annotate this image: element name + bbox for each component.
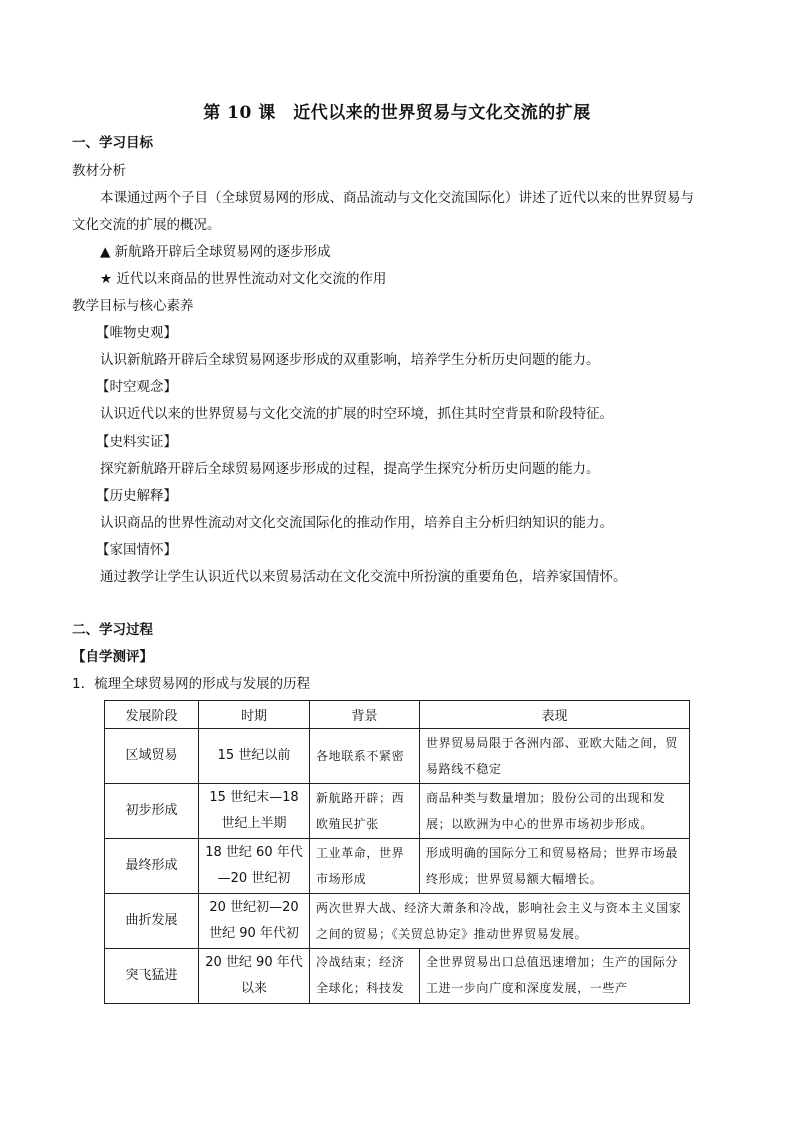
- stage-cell: 区域贸易: [105, 729, 199, 784]
- item-1-text: 1．梳理全球贸易网的形成与发展的历程: [72, 676, 311, 692]
- period-line: 18 世纪 60 年代: [205, 845, 303, 860]
- table-row: [105, 784, 690, 839]
- background-cell: 工业革命，世界市场形成: [310, 839, 420, 894]
- period-line: 15 世纪末—18: [209, 790, 299, 805]
- goal-text: 探究新航路开辟后全球贸易网逐步形成的过程，提高学生探究分析历史问题的能力。: [100, 461, 600, 477]
- background-cell: [310, 949, 420, 1004]
- period-line: 20 世纪 90 年代: [205, 955, 303, 970]
- table-header-row: [105, 701, 690, 729]
- stage-cell: 曲折发展: [105, 894, 199, 949]
- period-line: 世纪上半期: [221, 816, 287, 831]
- stage-cell: 初步形成: [105, 784, 199, 839]
- table-row: [105, 839, 690, 894]
- column-header-period: 时期: [199, 701, 310, 729]
- background-cell: 各地联系不紧密: [310, 729, 420, 784]
- period-cell: [199, 894, 310, 949]
- period-cell: [199, 784, 310, 839]
- column-header-background: 背景: [310, 701, 420, 729]
- goal-text: 认识新航路开辟后全球贸易网逐步形成的双重影响，培养学生分析历史问题的能力。: [100, 352, 600, 368]
- background-text: 冷战结束；经济全球化；科技发: [316, 955, 405, 995]
- background-cell: 新航路开辟；西欧殖民扩张: [310, 784, 420, 839]
- goal-text: 认识近代以来的世界贸易与文化交流的扩展的时空环境，抓住其时空背景和阶段特征。: [100, 406, 613, 422]
- intro-line-2: 文化交流的扩展的概况。: [72, 217, 221, 233]
- goal-text: 通过教学让学生认识近代以来贸易活动在文化交流中所扮演的重要角色，培养家国情怀。: [100, 569, 627, 585]
- goal-label: 【历史解释】: [96, 488, 177, 504]
- section2-heading: 二、学习过程: [72, 622, 153, 638]
- period-cell: [199, 729, 310, 784]
- goal-text: 认识商品的世界性流动对文化交流国际化的推动作用，培养自主分析归纳知识的能力。: [100, 515, 613, 531]
- column-header-performance: 表现: [420, 701, 690, 729]
- period-line: 以来: [240, 981, 267, 996]
- period-line: 15 世纪以前: [217, 748, 291, 763]
- material-label: 教材分析: [72, 163, 126, 179]
- table-row: [105, 894, 690, 949]
- bullet-item: ▲ 新航路开辟后全球贸易网的逐步形成: [100, 244, 331, 260]
- section1-heading: 一、学习目标: [72, 135, 153, 151]
- goal-label: 【时空观念】: [96, 379, 177, 395]
- goals-label: 教学目标与核心素养: [72, 298, 194, 314]
- period-line: 20 世纪初—20: [209, 900, 299, 915]
- period-cell: [199, 839, 310, 894]
- column-header-stage: 发展阶段: [105, 701, 199, 729]
- performance-cell: [420, 949, 690, 1004]
- page-title: 第 10 课 近代以来的世界贸易与文化交流的扩展: [203, 103, 591, 123]
- period-line: —20 世纪初: [217, 871, 291, 886]
- period-cell: [199, 949, 310, 1004]
- stage-cell: 最终形成: [105, 839, 199, 894]
- trade-network-table: [104, 700, 690, 1004]
- goal-label: 【家国情怀】: [96, 542, 177, 558]
- performance-text: 全世界贸易出口总值迅速增加；生产的国际分工进一步向广度和深度发展，一些产: [426, 955, 679, 995]
- goal-label: 【唯物史观】: [96, 325, 177, 341]
- table-row: [105, 949, 690, 1004]
- goal-label: 【史料实证】: [96, 434, 177, 450]
- background-performance-merged-cell: 两次世界大战、经济大萧条和冷战，影响社会主义与资本主义国家之间的贸易；《关贸总协定》推动世界贸易发展。: [310, 894, 690, 949]
- table-row: [105, 729, 690, 784]
- bullet-item: ★ 近代以来商品的世界性流动对文化交流的作用: [100, 271, 387, 287]
- performance-cell: 商品种类与数量增加；股份公司的出现和发展；以欧洲为中心的世界市场初步形成。: [420, 784, 690, 839]
- self-test-heading: 【自学测评】: [72, 649, 153, 665]
- stage-cell: 突飞猛进: [105, 949, 199, 1004]
- performance-cell: 形成明确的国际分工和贸易格局；世界市场最终形成；世界贸易额大幅增长。: [420, 839, 690, 894]
- intro-line-1: 本课通过两个子目（全球贸易网的形成、商品流动与文化交流国际化）讲述了近代以来的世界贸易与: [100, 190, 694, 206]
- performance-cell: 世界贸易局限于各洲内部、亚欧大陆之间，贸易路线不稳定: [420, 729, 690, 784]
- period-line: 世纪 90 年代初: [209, 926, 299, 941]
